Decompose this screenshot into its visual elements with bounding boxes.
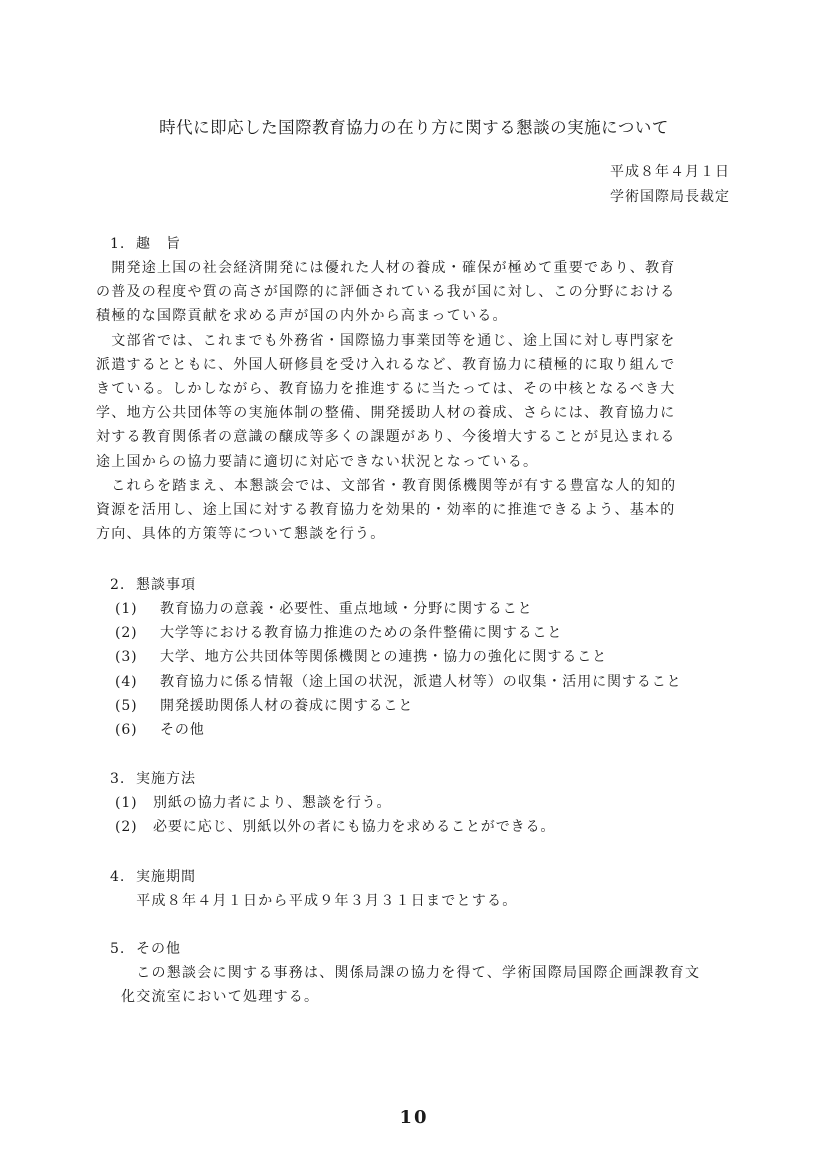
section-heading: [110, 865, 750, 889]
section-number: 3.: [110, 771, 126, 787]
section-heading: [110, 767, 750, 791]
list-marker: (5): [115, 697, 138, 714]
section-list: [115, 597, 750, 742]
section-heading: [110, 573, 750, 597]
document-title: 時代に即応した国際教育協力の在り方に関する懇談の実施について: [159, 118, 669, 137]
section-topics: [110, 573, 750, 742]
list-marker: (3): [115, 649, 138, 666]
body-line: 資源を活用し、途上国に対する教育協力を効果的・効率的に推進できるよう、基本的: [96, 502, 676, 519]
list-item: [115, 815, 750, 839]
section-purpose: [96, 232, 750, 546]
body-line: 対する教育関係者の意識の醸成等多くの課題があり、今後増大することが見込まれる: [96, 429, 676, 446]
issuing-authority: 学術国際局長裁定: [610, 189, 730, 205]
list-item: [115, 621, 750, 645]
section-body: [96, 256, 750, 546]
section-number: 2.: [110, 577, 126, 593]
list-item: [115, 718, 750, 742]
section-period: [110, 865, 750, 913]
page-number: 10: [399, 1107, 429, 1128]
list-text: その他: [160, 722, 205, 739]
list-item: [115, 645, 750, 669]
section-body: [121, 889, 750, 913]
body-line: 学、地方公共団体等の実施体制の整備、開発援助人材の養成、さらには、教育協力に: [96, 405, 676, 422]
body-line: 途上国からの協力要請に適切に対応できない状況となっている。: [96, 453, 539, 470]
section-other: [110, 937, 750, 1009]
section-body: [121, 961, 750, 1009]
body-line: 積極的な国際貢献を求める声が国の内外から高まっている。: [96, 308, 508, 325]
body-line: 方向、具体的方策等について懇談を行う。: [96, 526, 386, 543]
section-heading: [110, 232, 750, 256]
document-meta: [610, 160, 730, 210]
list-text: 教育協力の意義・必要性、重点地域・分野に関すること: [160, 601, 533, 617]
section-number: 5.: [110, 941, 126, 957]
section-title: 趣 旨: [136, 236, 181, 252]
list-text: 大学等における教育協力推進のための条件整備に関すること: [160, 625, 563, 642]
body-line: 化交流室において処理する。: [121, 989, 320, 1006]
list-text: 大学、地方公共団体等関係機関との連携・協力の強化に関すること: [160, 649, 607, 666]
list-item: [115, 597, 750, 621]
list-marker: (4): [115, 673, 138, 690]
list-marker: (2): [115, 625, 138, 642]
body-line: 文部省では、これまでも外務省・国際協力事業団等を通じ、途上国に対し専門家を: [96, 332, 676, 349]
list-item: [115, 694, 750, 718]
body-line: 平成８年４月１日から平成９年３月３１日までとする。: [121, 893, 518, 909]
section-title: 懇談事項: [136, 577, 196, 593]
section-number: 4.: [110, 869, 126, 885]
section-list: [115, 791, 750, 839]
section-number: 1.: [110, 236, 126, 252]
list-marker: (2): [115, 819, 138, 836]
body-line: 派遣するとともに、外国人研修員を受け入れるなど、教育協力に積極的に取り組んで: [96, 356, 676, 373]
list-text: 教育協力に係る情報（途上国の状況，派遣人材等）の収集・活用に関すること: [160, 673, 682, 690]
list-marker: (1): [115, 601, 138, 617]
list-text: 必要に応じ、別紙以外の者にも協力を求めることができる。: [153, 819, 556, 836]
body-line: 開発途上国の社会経済開発には優れた人材の養成・確保が極めて重要であり、教育: [96, 260, 676, 276]
body-line: この懇談会に関する事務は、関係局課の協力を得て、学術国際局国際企画課教育文: [121, 965, 701, 981]
section-heading: [110, 937, 750, 961]
section-method: [110, 767, 750, 839]
list-text: 開発援助関係人材の養成に関すること: [160, 697, 414, 714]
list-marker: (6): [115, 722, 138, 739]
list-item: [115, 791, 750, 815]
section-title: 実施方法: [136, 771, 196, 787]
section-title: その他: [136, 941, 181, 957]
section-title: 実施期間: [136, 869, 196, 885]
list-item: [115, 670, 750, 694]
body-line: これらを踏まえ、本懇談会では、文部省・教育関係機関等が有する豊富な人的知的: [96, 477, 677, 494]
body-line: の普及の程度や質の高さが国際的に評価されている我が国に対し、この分野における: [96, 284, 676, 301]
body-line: きている。しかしながら、教育協力を推進するに当たっては、その中核となるべき大: [96, 381, 676, 398]
issue-date: 平成８年４月１日: [610, 164, 730, 180]
list-marker: (1): [115, 795, 138, 811]
list-text: 別紙の協力者により、懇談を行う。: [153, 795, 392, 811]
